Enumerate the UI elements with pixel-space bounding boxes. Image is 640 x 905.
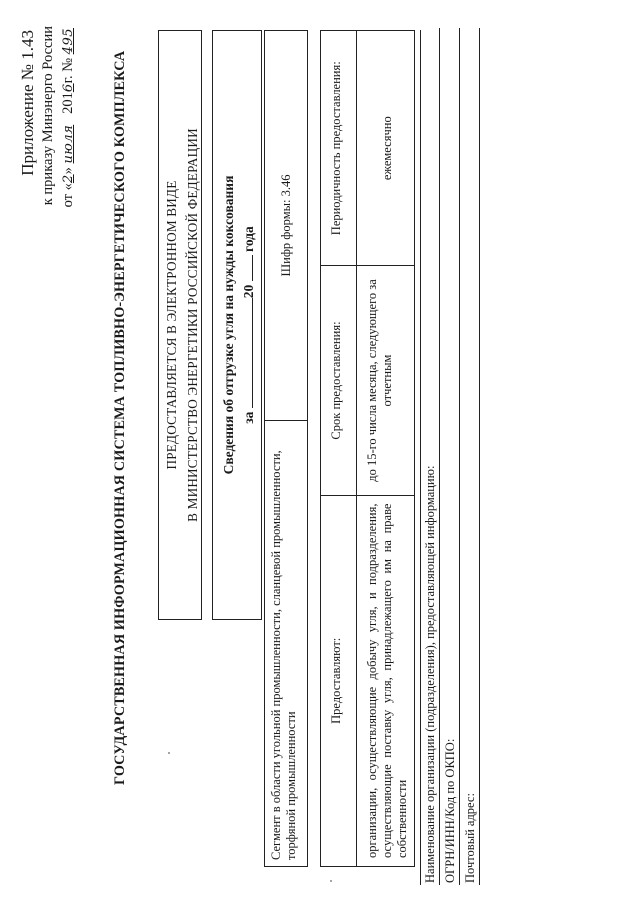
period-year-20: 20 — [241, 284, 256, 299]
date-prefix: от « — [60, 183, 76, 208]
periodicity-cell: ежемесячно — [357, 31, 415, 266]
electronic-line-2: В МИНИСТЕРСТВО ЭНЕРГЕТИКИ РОССИЙСКОЙ ФЕДЕРАЦИИ — [185, 128, 200, 522]
period-year-blank — [240, 255, 253, 281]
period-blank — [240, 298, 253, 408]
period-year-word: года — [241, 226, 256, 252]
ogrn-row: ОГРН/ИНН/Код по ОКПО: — [442, 28, 460, 885]
year-prefix: 201 — [60, 92, 76, 114]
handwritten-day: 2 — [61, 174, 76, 184]
handwritten-order-number: 495 — [61, 28, 76, 55]
org-name-row: Наименование организации (подразделения), предоставляющей информацию: — [422, 28, 440, 885]
electronic-line-1: ПРЕДОСТАВЛЯЕТСЯ В ЭЛЕКТРОННОМ ВИДЕ — [164, 180, 179, 470]
report-period — [237, 31, 257, 619]
header-providers: Предоставляют: — [321, 495, 357, 866]
appendix-date-number — [60, 28, 77, 207]
report-title-box — [212, 30, 262, 620]
appendix-title: Приложение № 1.43 — [18, 30, 37, 176]
handwritten-year-digit: 6 — [61, 83, 76, 93]
number-prefix: г. № — [60, 57, 76, 84]
address-row: Почтовый адрес: — [462, 28, 480, 885]
footer-top-rule — [420, 30, 421, 885]
deadline-cell: до 15-го числа месяца, следующего за отчетным — [357, 266, 415, 495]
form-code: Шифр формы: 3.46 — [265, 31, 308, 421]
header-periodicity: Периодичность предоставления: — [321, 31, 357, 266]
provision-table — [320, 30, 415, 867]
date-quote-close: » — [60, 167, 76, 175]
appendix-order: к приказу Минэнерго России — [40, 26, 56, 206]
handwritten-month: июля — [61, 124, 76, 164]
electronic-submission-box — [158, 30, 202, 620]
scan-speck — [168, 752, 170, 754]
header-deadline: Срок предоставления: — [321, 266, 357, 495]
period-za: за — [241, 411, 256, 424]
scan-speck — [330, 880, 332, 882]
report-title: Сведения об отгрузке угля на нужды коксования — [221, 175, 236, 475]
segment-table — [264, 30, 308, 867]
providers-cell: организации, осуществляющие добычу угля, и подразделения, осуществляющие поставку угля, принадлежащего им на праве собственности — [357, 495, 415, 866]
segment-text: Сегмент в области угольной промышленности, сланцевой промышленности, торфяной промышленности — [265, 421, 308, 867]
document-title: ГОСУДАРСТВЕННАЯ ИНФОРМАЦИОННАЯ СИСТЕМА ТОПЛИВНО-ЭНЕРГЕТИЧЕСКОГО КОМПЛЕКСА — [112, 50, 128, 785]
